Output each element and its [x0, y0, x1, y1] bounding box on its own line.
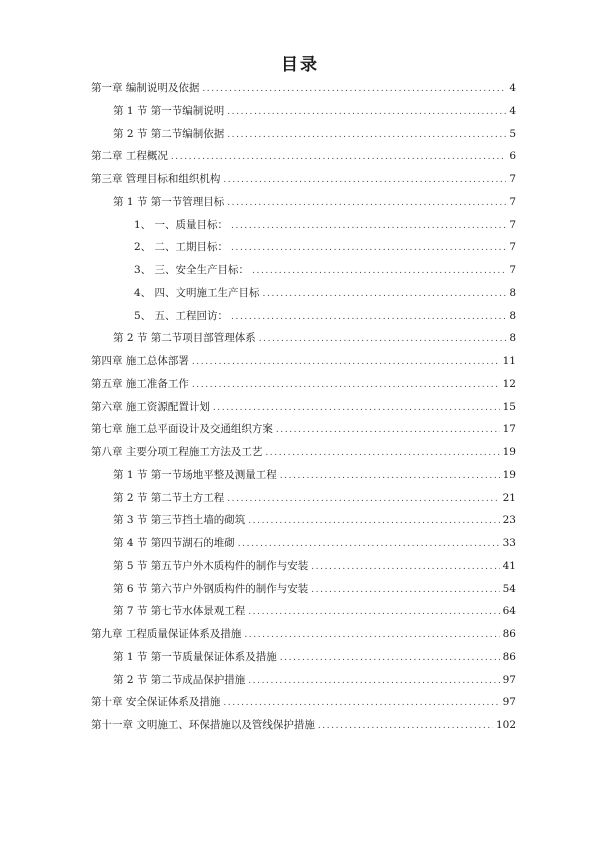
toc-entry-label: 第一章 编制说明及依据 — [91, 82, 200, 94]
toc-leader-dots — [318, 718, 493, 734]
toc-entry-label: 第 2 节 第二节土方工程 — [113, 491, 225, 504]
toc-entry-label: 第 1 节 第一节场地平整及测量工程 — [113, 468, 277, 481]
toc-entry-label: 第五章 施工准备工作 — [91, 377, 189, 390]
toc-entry-page: 12 — [502, 377, 516, 390]
toc-leader-dots — [192, 377, 500, 393]
toc-entry[interactable] — [113, 512, 516, 528]
toc-leader-dots — [311, 559, 499, 575]
toc-entry[interactable] — [113, 330, 516, 346]
toc-entry-label: 第十一章 文明施工、环保措施以及管线保护措施 — [91, 719, 315, 731]
toc-entry-page: 7 — [509, 264, 516, 276]
toc-entry-page: 8 — [509, 286, 516, 299]
toc-entry-label: 第 5 节 第五节户外木质构件的制作与安装 — [113, 559, 309, 572]
toc-entry[interactable] — [113, 126, 516, 142]
toc-entry-page: 11 — [502, 355, 516, 367]
toc-entry-page: 86 — [502, 628, 516, 640]
toc-entry-page: 64 — [502, 605, 516, 618]
toc-entry-page: 8 — [509, 309, 516, 322]
toc-entry-page: 19 — [502, 446, 516, 458]
toc-leader-dots — [311, 582, 499, 598]
toc-entry-page: 33 — [502, 537, 516, 549]
toc-entry[interactable] — [134, 285, 516, 301]
toc-leader-dots — [280, 650, 500, 666]
toc-entry[interactable] — [91, 171, 516, 187]
toc-leader-dots — [248, 673, 499, 689]
toc-entry-page: 54 — [502, 582, 516, 595]
toc-leader-dots — [231, 309, 506, 325]
toc-entry[interactable] — [113, 603, 516, 619]
toc-leader-dots — [265, 445, 499, 461]
toc-entry[interactable] — [113, 672, 516, 688]
toc-entry-page: 8 — [509, 332, 516, 345]
toc-leader-dots — [244, 627, 499, 643]
toc-entry[interactable] — [113, 558, 516, 574]
toc-leader-dots — [248, 513, 499, 529]
toc-entry-page: 102 — [495, 719, 516, 731]
toc-entry-page: 17 — [502, 423, 516, 436]
toc-entry-page: 7 — [509, 218, 516, 231]
toc-entry-label: 第 6 节 第六节户外钢质构件的制作与安装 — [113, 582, 309, 595]
toc-entry[interactable] — [91, 444, 516, 460]
toc-entry[interactable] — [113, 535, 516, 551]
toc-entry-label: 第 3 节 第三节挡土墙的砌筑 — [113, 514, 246, 527]
toc-entry-page: 4 — [509, 82, 516, 94]
toc-entry-label: 第十章 安全保证体系及措施 — [91, 696, 221, 709]
toc-entry-label: 第 1 节 第一节质量保证体系及措施 — [113, 650, 277, 663]
toc-entry-page: 15 — [502, 400, 516, 413]
toc-leader-dots — [227, 104, 506, 120]
toc-entry-label: 3、 三、安全生产目标： — [134, 264, 250, 276]
toc-title: 目录 — [281, 55, 319, 75]
toc-entry-label: 第六章 施工资源配置计划 — [91, 400, 210, 413]
toc-leader-dots — [259, 331, 507, 347]
toc-leader-dots — [238, 536, 500, 552]
toc-leader-dots — [171, 149, 506, 165]
toc-entry-label: 第 2 节 第二节编制依据 — [113, 127, 225, 140]
toc-entry[interactable] — [113, 467, 516, 483]
toc-leader-dots — [231, 218, 506, 234]
toc-leader-dots — [227, 491, 499, 507]
toc-entry[interactable] — [91, 694, 516, 710]
toc-entry[interactable] — [113, 194, 516, 210]
toc-entry-page: 19 — [502, 468, 516, 481]
toc-entry-page: 97 — [502, 673, 516, 686]
toc-leader-dots — [252, 263, 506, 279]
toc-entry-label: 第 1 节 第一节管理目标 — [113, 195, 225, 208]
toc-leader-dots — [213, 400, 500, 416]
toc-leader-dots — [276, 422, 500, 438]
toc-entry[interactable] — [134, 308, 516, 324]
toc-entry[interactable] — [91, 717, 516, 733]
toc-entry-label: 第四章 施工总体部署 — [91, 355, 189, 367]
toc-entry-page: 21 — [502, 491, 516, 504]
toc-entry[interactable] — [91, 353, 516, 369]
toc-entry[interactable] — [113, 490, 516, 506]
toc-entry-label: 2、 二、工期目标： — [134, 241, 229, 254]
toc-entry[interactable] — [134, 262, 516, 278]
toc-entry-label: 4、 四、文明施工生产目标 — [134, 286, 260, 299]
toc-entry[interactable] — [91, 80, 516, 96]
toc-leader-dots — [223, 695, 499, 711]
toc-entry[interactable] — [134, 217, 516, 233]
toc-entry-page: 7 — [509, 241, 516, 254]
toc-entry[interactable] — [91, 148, 516, 164]
toc-entry-label: 第二章 工程概况 — [91, 150, 168, 163]
toc-entry[interactable] — [113, 103, 516, 119]
toc-leader-dots — [231, 240, 506, 256]
toc-entry-label: 第 4 节 第四节湖石的堆砌 — [113, 537, 235, 549]
toc-leader-dots — [227, 195, 506, 211]
toc-entry[interactable] — [91, 626, 516, 642]
toc-entry-page: 5 — [509, 127, 516, 140]
toc-entry-label: 5、 五、工程回访： — [134, 309, 229, 322]
toc-leader-dots — [202, 81, 506, 97]
toc-entry-label: 第 1 节 第一节编制说明 — [113, 104, 225, 117]
toc-entry-page: 97 — [502, 696, 516, 709]
toc-entry-page: 41 — [502, 559, 516, 572]
toc-entry[interactable] — [113, 581, 516, 597]
toc-entry-label: 第九章 工程质量保证体系及措施 — [91, 628, 242, 640]
toc-entry-page: 86 — [502, 650, 516, 663]
toc-entry[interactable] — [91, 399, 516, 415]
toc-leader-dots — [192, 354, 500, 370]
toc-entry-page: 6 — [509, 150, 516, 163]
toc-entry-page: 7 — [509, 195, 516, 208]
toc-entry-label: 第 2 节 第二节项目部管理体系 — [113, 332, 256, 345]
toc-leader-dots — [248, 604, 499, 620]
toc-entry-page: 7 — [509, 173, 516, 185]
toc-entry-page: 23 — [502, 514, 516, 527]
toc-entry[interactable] — [134, 239, 516, 255]
toc-entry-label: 第三章 管理目标和组织机构 — [91, 173, 221, 185]
toc-leader-dots — [227, 127, 506, 143]
toc-entry-label: 第七章 施工总平面设计及交通组织方案 — [91, 423, 273, 436]
toc-entry-page: 4 — [509, 104, 516, 117]
toc-leader-dots — [280, 468, 500, 484]
toc-entry-label: 第 2 节 第二节成品保护措施 — [113, 673, 246, 686]
toc-entry-label: 1、 一、质量目标： — [134, 218, 229, 231]
toc-leader-dots — [263, 286, 507, 302]
toc-entry[interactable] — [113, 649, 516, 665]
toc-entry-label: 第八章 主要分项工程施工方法及工艺 — [91, 446, 263, 458]
toc-entry-label: 第 7 节 第七节水体景观工程 — [113, 605, 246, 618]
toc-entry[interactable] — [91, 421, 516, 437]
toc-leader-dots — [223, 172, 506, 188]
toc-entry[interactable] — [91, 376, 516, 392]
